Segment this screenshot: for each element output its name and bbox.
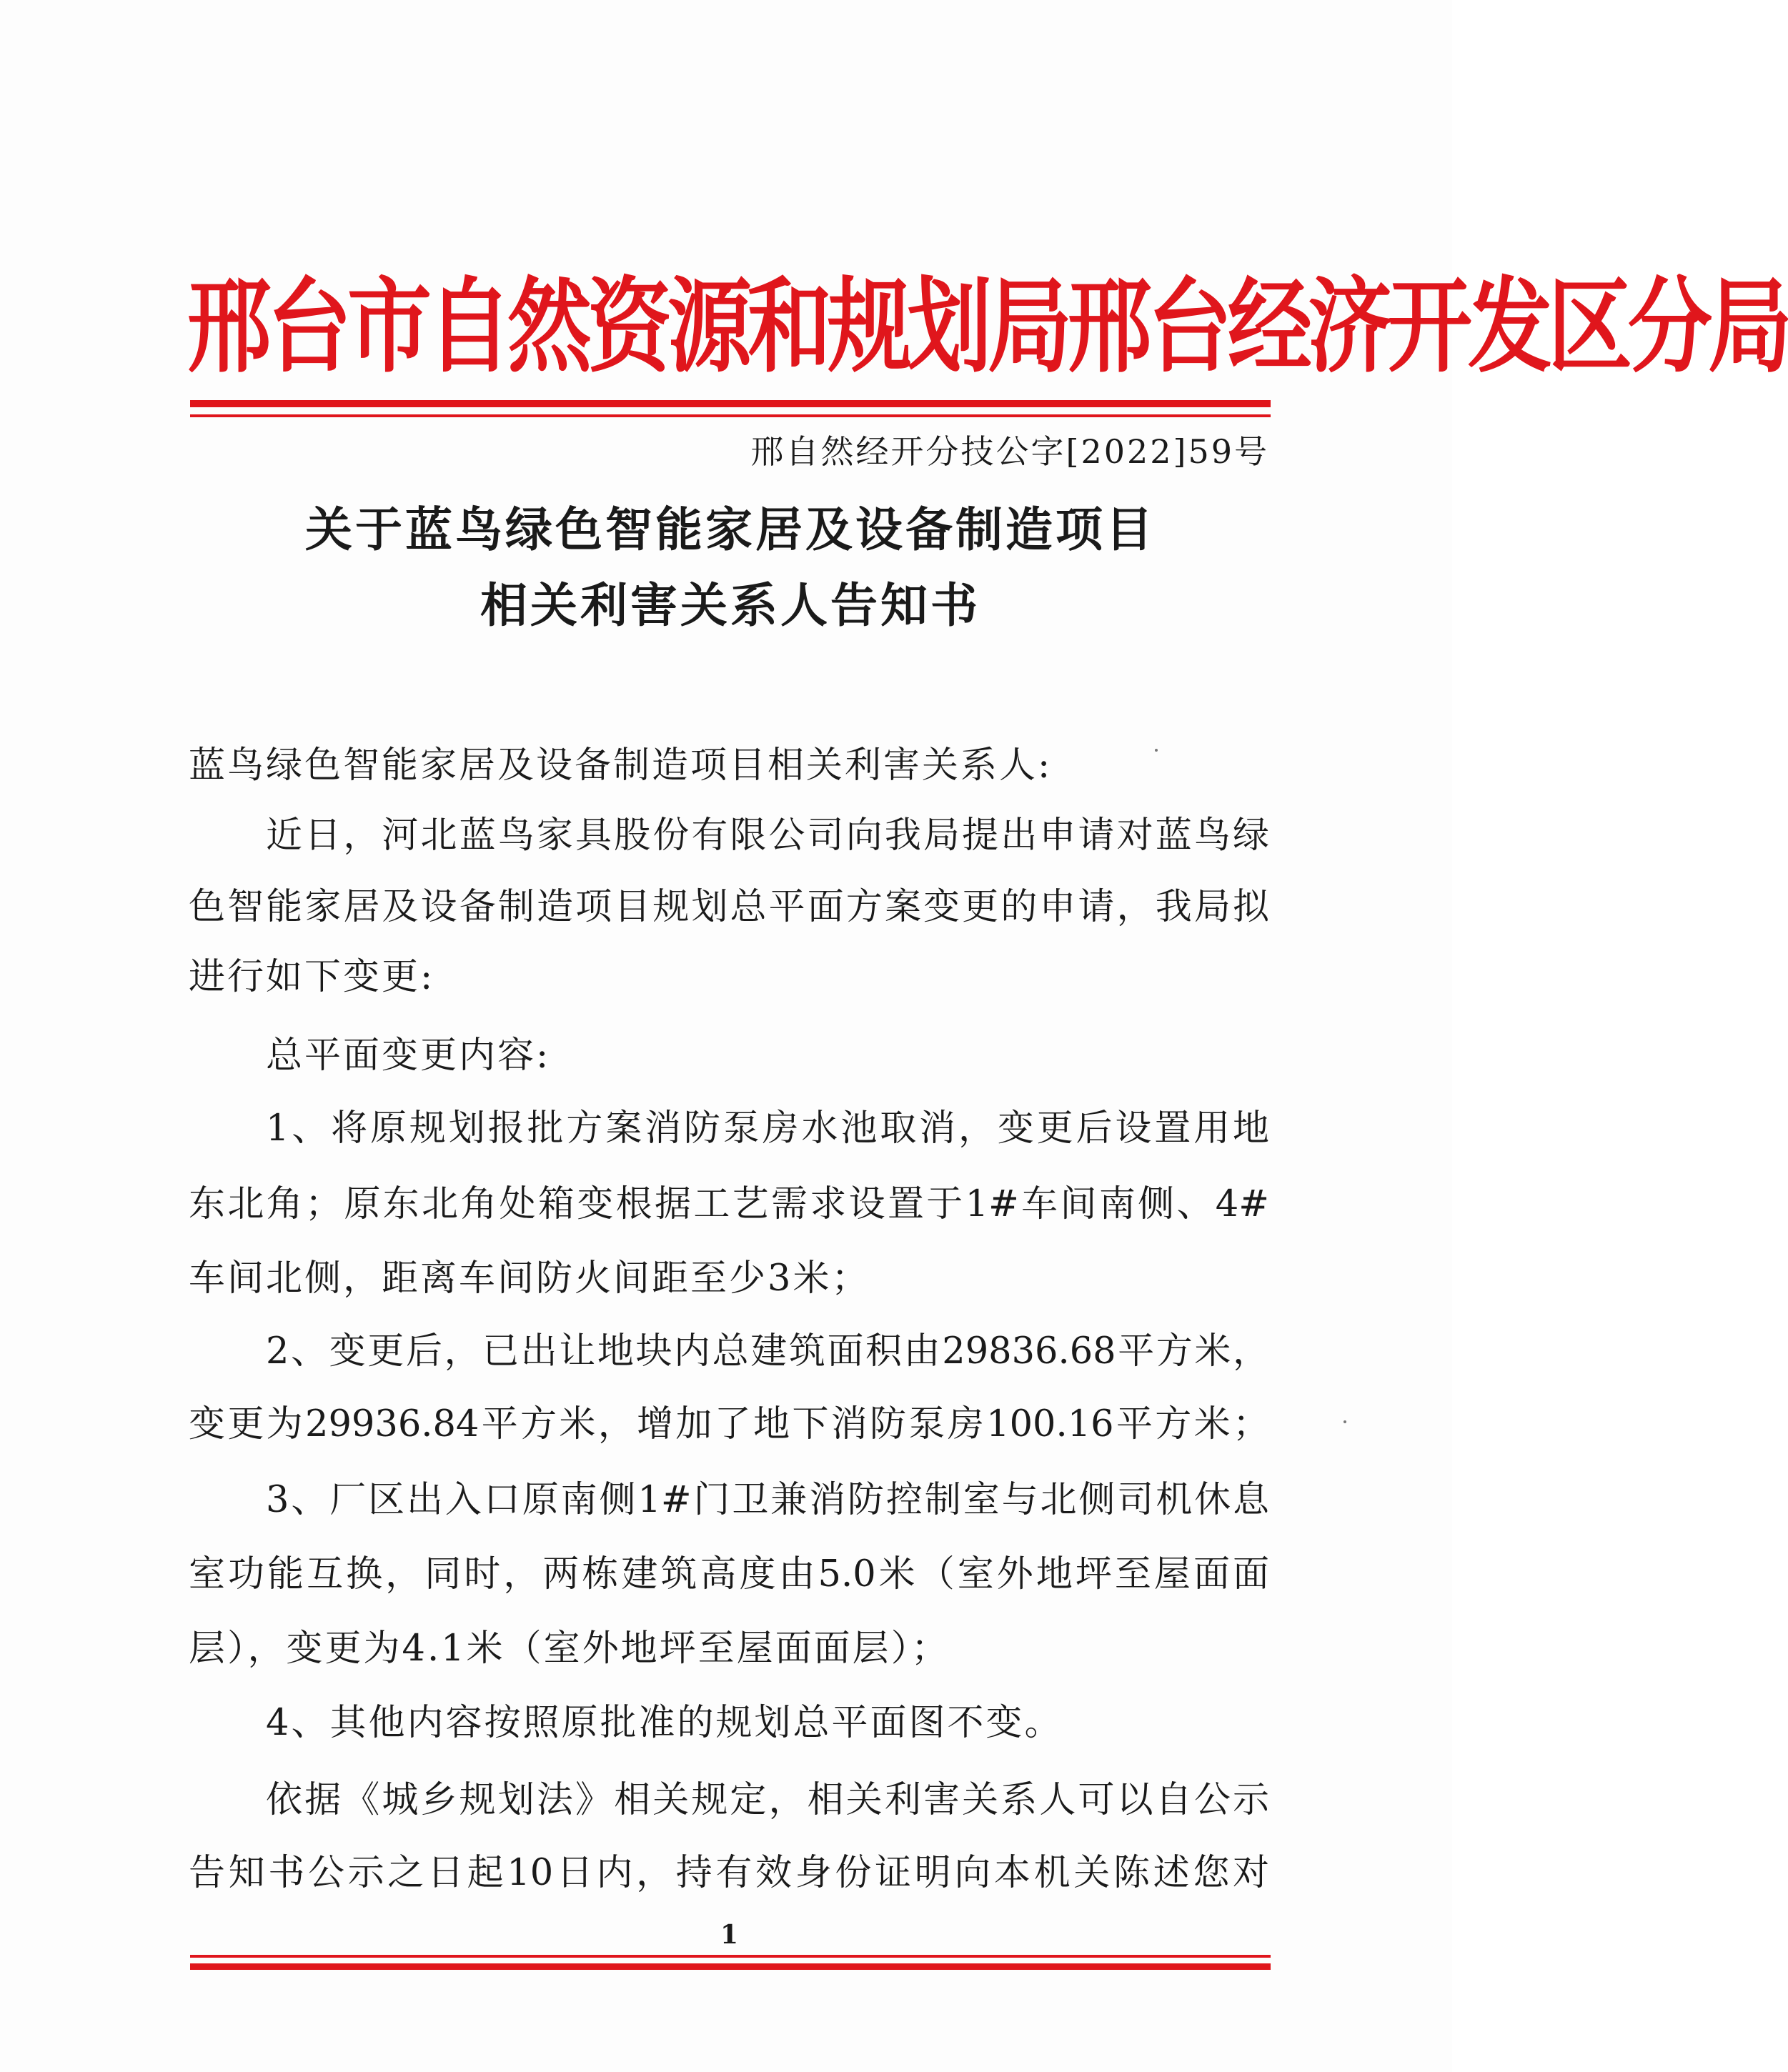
body-line: 变更为29936.84平方米，增加了地下消防泵房100.16平方米； [189, 1403, 1269, 1445]
body-line: 近日，河北蓝鸟家具股份有限公司向我局提出申请对蓝鸟绿 [266, 815, 1269, 857]
body-line: 进行如下变更: [189, 956, 435, 998]
body-line: 东北角；原东北角处箱变根据工艺需求设置于1#车间南侧、4# [189, 1183, 1269, 1225]
section-heading: 总平面变更内容: [266, 1035, 551, 1077]
footer-rule-thick [190, 1963, 1271, 1970]
scan-speck [1155, 749, 1158, 752]
document-number: 邢自然经开分技公字[2022]59号 [750, 432, 1269, 471]
header-rule-thin [190, 414, 1271, 417]
salutation-line: 蓝鸟绿色智能家居及设备制造项目相关利害关系人: [189, 744, 1053, 787]
footer-rule-thin [190, 1955, 1271, 1958]
body-line: 告知书公示之日起10日内，持有效身份证明向本机关陈述您对 [189, 1852, 1269, 1894]
body-line: 层），变更为4.1米（室外地坪至屋面面层）； [189, 1628, 950, 1670]
agency-header: 邢台市自然资源和规划局邢台经济开发区分局 [187, 266, 1788, 387]
document-title-line-2: 相关利害关系人告知书 [480, 578, 980, 633]
page-number: 1 [720, 1920, 739, 1950]
body-line: 2、变更后，已出让地块内总建筑面积由29836.68平方米， [266, 1330, 1269, 1373]
scan-speck [1344, 1420, 1346, 1423]
body-line: 车间北侧，距离车间防火间距至少3米； [189, 1257, 870, 1300]
header-rule-thick [190, 400, 1271, 407]
body-line: 室功能互换，同时，两栋建筑高度由5.0米（室外地坪至屋面面 [189, 1553, 1269, 1595]
body-line: 色智能家居及设备制造项目规划总平面方案变更的申请，我局拟 [189, 886, 1269, 928]
body-line: 依据《城乡规划法》相关规定，相关利害关系人可以自公示 [266, 1779, 1269, 1821]
document-title-line-1: 关于蓝鸟绿色智能家居及设备制造项目 [305, 502, 1156, 557]
body-line: 3、厂区出入口原南侧1#门卫兼消防控制室与北侧司机休息 [266, 1479, 1269, 1521]
body-line: 1、将原规划报批方案消防泵房水池取消，变更后设置用地 [266, 1107, 1269, 1150]
body-line: 4、其他内容按照原批准的规划总平面图不变。 [266, 1702, 1063, 1744]
